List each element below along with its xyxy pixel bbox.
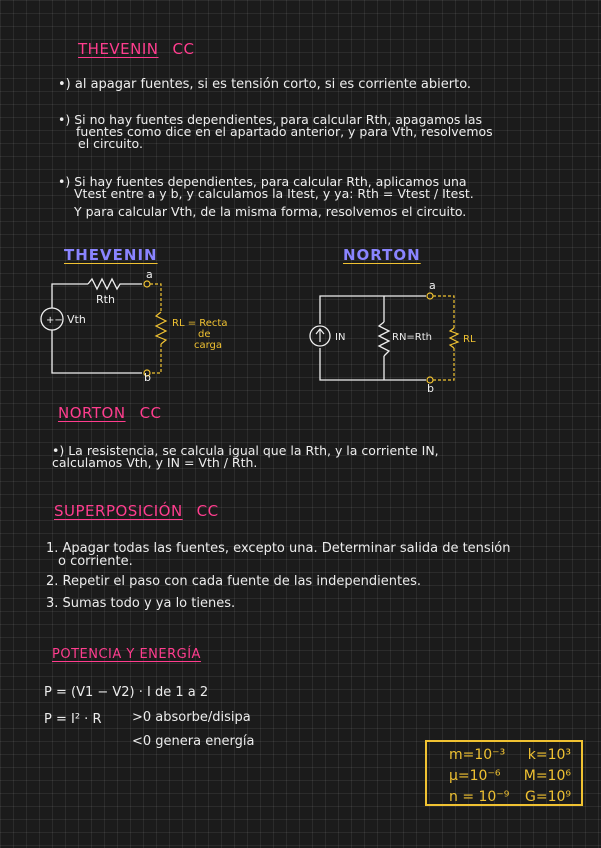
thevenin-bullet-2-line-2: fuentes como dice en el apartado anterior, y para Vth, resolvemos	[76, 124, 493, 139]
step-1-line-1: 1. Apagar todas las fuentes, excepto una. Determinar salida de tensión	[46, 541, 511, 556]
superposicion-suffix: CC	[196, 502, 219, 520]
norton-label-b: b	[427, 382, 434, 395]
norton-bullet-1-line-1: •) La resistencia, se calcula igual que la Rth, y la corriente IN,	[52, 443, 439, 458]
superposicion-title: SUPERPOSICIÓN	[54, 502, 183, 520]
prefix-row-3	[427, 787, 581, 808]
norton-rl-resistor	[450, 328, 458, 348]
potencia-title: POTENCIA Y ENERGÍA	[52, 647, 201, 662]
thevenin-bullet-3-line-1: •) Si hay fuentes dependientes, para calcular Rth, aplicamos una	[58, 174, 467, 189]
prefix-row-2	[427, 766, 581, 787]
norton-bullet-1	[52, 445, 439, 469]
rth-resistor	[88, 279, 142, 289]
thevenin-label-b: b	[144, 371, 151, 384]
prefix-micro: µ=10⁻⁶	[449, 768, 501, 784]
rl-load-wire	[150, 284, 161, 373]
vth-label: Vth	[67, 313, 86, 326]
superposicion-heading	[54, 502, 219, 520]
potencia-heading	[52, 647, 201, 662]
thevenin-bullet-1: •) al apagar fuentes, si es tensión corto, si es corriente abierto.	[58, 77, 472, 92]
thevenin-bullet-3-line-3: Y para calcular Vth, de la misma forma, resolvemos el circuito.	[74, 204, 467, 219]
thevenin-bullet-2	[58, 114, 493, 150]
thevenin-wire-bottom	[52, 330, 142, 373]
rth-label: Rth	[96, 293, 115, 306]
rl-label-line-3: carga	[194, 340, 223, 351]
norton-cc-title: NORTON	[58, 404, 126, 422]
norton-terminal-a	[427, 293, 433, 299]
norton-bullet-1-line-2: calculamos Vth, y IN = Vth / Rth.	[52, 455, 258, 470]
thevenin-label-a: a	[146, 268, 153, 281]
thevenin-diagram-title: THEVENIN	[64, 246, 158, 264]
thevenin-cc-title: THEVENIN	[78, 40, 159, 58]
norton-wire-bottom	[320, 348, 426, 380]
in-label: IN	[335, 332, 346, 343]
thevenin-cc-suffix: CC	[172, 40, 195, 58]
step-1-line-2: o corriente.	[58, 554, 133, 569]
norton-cc-heading	[58, 404, 162, 422]
superposicion-list	[46, 542, 511, 610]
thevenin-bullet-2-line-1: •) Si no hay fuentes dependientes, para calcular Rth, apagamos las	[58, 112, 483, 127]
si-prefix-box	[425, 740, 583, 806]
thevenin-cc-heading	[78, 40, 194, 58]
prefix-kilo: k=10³	[527, 747, 571, 763]
power-negative: <0 genera energía	[132, 734, 255, 749]
rl-label-line-1: RL = Recta	[172, 318, 228, 329]
prefix-row-1	[427, 745, 581, 766]
norton-wire-top	[320, 296, 426, 324]
terminal-a	[144, 281, 150, 287]
rl-load-resistor	[156, 312, 166, 344]
norton-circuit	[300, 276, 500, 396]
prefix-mega: M=10⁶	[523, 768, 571, 784]
power-formula-2: P = I² · R	[44, 712, 102, 727]
norton-diagram-title: NORTON	[343, 246, 421, 264]
prefix-nano: n = 10⁻⁹	[449, 789, 510, 805]
in-source-arrow	[316, 329, 324, 342]
thevenin-bullet-2-line-3: el circuito.	[78, 136, 143, 151]
step-2: 2. Repetir el paso con cada fuente de las independientes.	[46, 574, 422, 589]
norton-label-a: a	[429, 279, 436, 292]
norton-rl-label: RL	[463, 334, 476, 345]
thevenin-bullet-3	[58, 176, 474, 218]
norton-cc-suffix: CC	[139, 404, 162, 422]
rn-resistor	[379, 322, 389, 356]
thevenin-circuit	[30, 268, 270, 388]
power-positive: >0 absorbe/disipa	[132, 710, 251, 725]
power-formula-1: P = (V1 − V2) · I de 1 a 2	[44, 685, 209, 700]
thevenin-bullet-3-line-2: Vtest entre a y b, y calculamos la Itest, y ya: Rth = Vtest / Itest.	[74, 186, 474, 201]
step-3: 3. Sumas todo y ya lo tienes.	[46, 596, 236, 611]
prefix-giga: G=10⁹	[524, 789, 571, 805]
vth-source-sign: +−	[46, 315, 63, 326]
thevenin-wire-top	[52, 284, 88, 308]
prefix-milli: m=10⁻³	[449, 747, 506, 763]
rn-label: RN=Rth	[392, 332, 433, 343]
rl-label-line-2: de	[198, 329, 211, 340]
